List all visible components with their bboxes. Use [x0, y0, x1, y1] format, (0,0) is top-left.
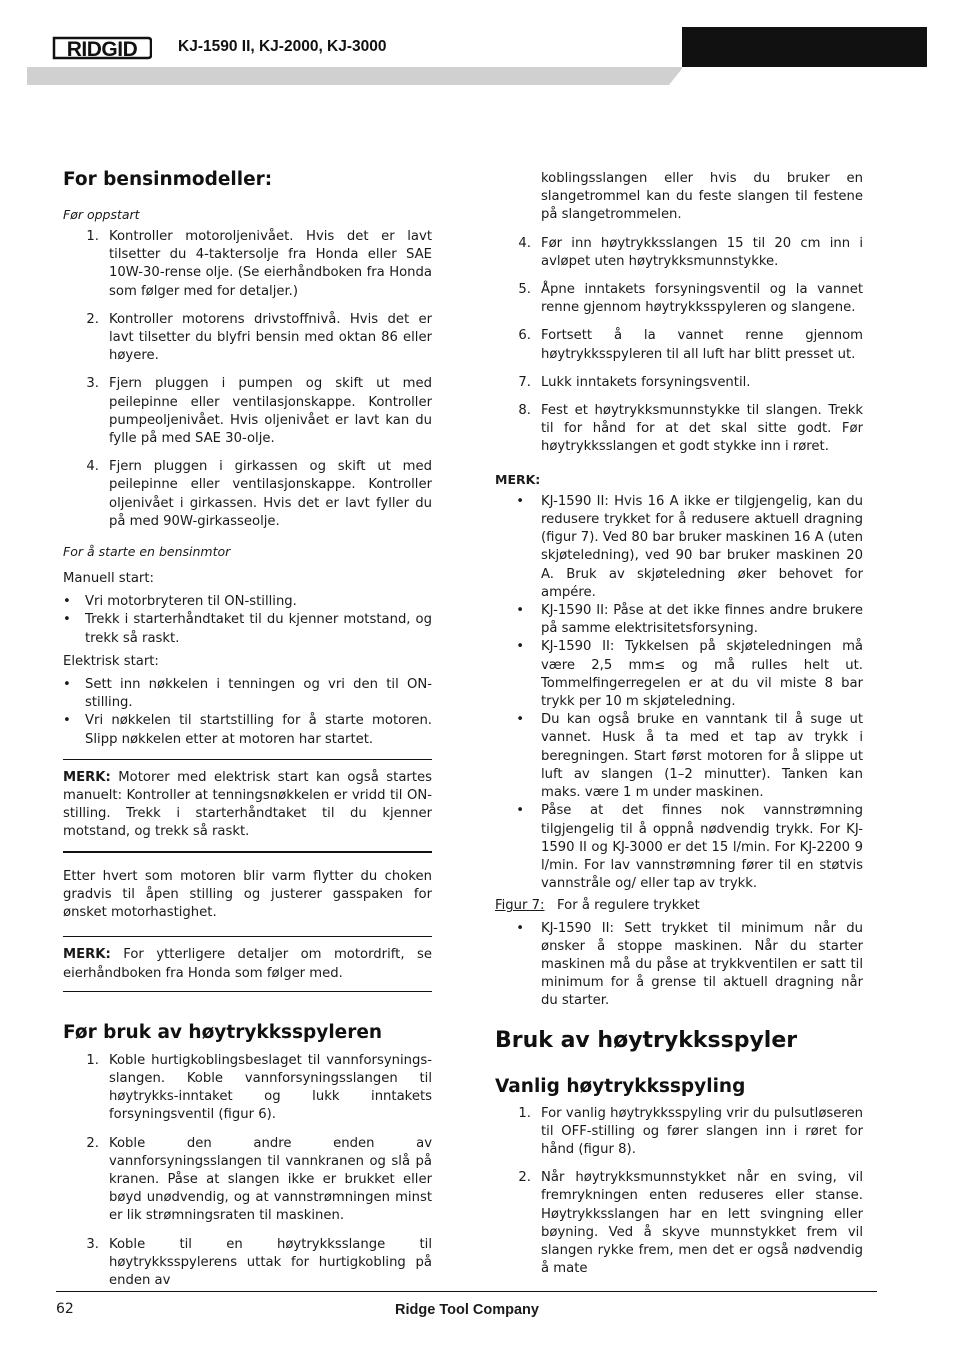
- step-number: 2.: [86, 311, 99, 327]
- figure-caption-text: For å regulere trykket: [557, 898, 700, 914]
- list-item: [495, 920, 863, 1011]
- manual-start-list: [63, 593, 432, 648]
- continued-paragraph: koblingsslangen eller hvis du bruker en slangetrommel kan du feste slangen til festene på slangetrommelen.: [541, 171, 863, 223]
- note-engine-details: [63, 946, 432, 982]
- page-number: 62: [56, 1301, 74, 1317]
- list-item: [495, 235, 863, 271]
- list-item: [495, 711, 863, 802]
- list-item: [63, 1236, 432, 1291]
- figure-caption: [495, 897, 863, 915]
- note-text: Motorer med elektrisk start kan også startes manuelt: Kontroller at tenningsnøkkelen er vridd til ON-stilling. Trekk i starterhåndtaket til du kjenner motstand, og trekk så raskt.: [63, 769, 432, 840]
- list-item-text: Vri motorbryteren til ON-stilling.: [85, 594, 297, 610]
- bullet: •: [63, 612, 71, 628]
- list-item-text: KJ-1590 II: Hvis 16 A ikke er tilgjengelig, kan du redusere trykket for å redusere aktuell dragning (figur 7). Ved 80 bar bruker maskinen 16 A (uten skjøteledning), ved 90 bar bruker maskinen 20 A. Bruk av skjøteledning øker behovet for ampére.: [541, 493, 863, 600]
- note-label: MERK:: [63, 947, 111, 963]
- list-item-text: Sett inn nøkkelen i tenningen og vri den til ON-stilling.: [85, 677, 432, 711]
- bullet: •: [63, 594, 71, 610]
- list-item-text: KJ-1590 II: Påse at det ikke finnes andre brukere på samme elektrisitetsforsyning.: [541, 603, 863, 637]
- step-number: 2.: [518, 1170, 531, 1186]
- step-number: 4.: [86, 459, 99, 475]
- list-item: [63, 676, 432, 712]
- bullet: •: [63, 713, 71, 729]
- bullet: •: [63, 677, 71, 693]
- list-item: [495, 281, 863, 317]
- bullet: •: [516, 603, 524, 619]
- flush-steps: [495, 235, 863, 457]
- ridgid-logo-text: RIDGID: [66, 38, 138, 61]
- list-item: [63, 228, 432, 301]
- step-text: Koble til en høytrykksslange til høytrykksspylerens uttak for hurtigkobling på enden av: [109, 1236, 432, 1288]
- note-electric-start: [63, 769, 432, 842]
- list-item: [63, 712, 432, 748]
- left-column: [63, 168, 432, 1290]
- list-item: [63, 593, 432, 611]
- header-black-block: [682, 27, 927, 67]
- step-number: 3.: [86, 376, 99, 392]
- list-item: [495, 493, 863, 602]
- step-text: Når høytrykksmunnstykket når en sving, vil fremrykningen enten reduseres eller stanse. Høytrykksslangen har en lett svingning eller bøyning. Ved å skyve munnstykket frem vil slangen rykke frem, men det er også nødvendig å mate: [541, 1170, 863, 1277]
- ridgid-logo: [52, 34, 152, 62]
- bullet: •: [516, 803, 524, 819]
- list-item: [63, 611, 432, 647]
- note-list: [495, 493, 863, 893]
- step-text: Før inn høytrykksslangen 15 til 20 cm inn i avløpet uten høytrykksmunnstykke.: [541, 235, 863, 269]
- list-item: [495, 638, 863, 711]
- divider: [63, 936, 432, 937]
- section-heading-gasoline: For bensinmodeller:: [63, 169, 273, 190]
- step-text: Kontroller motoroljenivået. Hvis det er lavt tilsetter du 4-taktersolje fra Honda eller SAE 10W-30-rense olje. (Se eierhåndboken fra Honda som følger med for detaljer.): [109, 229, 432, 299]
- bullet: •: [516, 920, 524, 936]
- list-item: [495, 1105, 863, 1160]
- list-item: [495, 1169, 863, 1278]
- step-number: 4.: [518, 235, 531, 251]
- step-text: Koble den andre enden av vannforsyningsslangen til vannkranen og slå på kranen. Påse at slangen ikke er brukket eller bøyd unødvendig, og at vannstrømningen minst er lik strømningsraten til maskinen.: [109, 1135, 432, 1224]
- divider: [63, 851, 432, 853]
- step-number: 1.: [86, 229, 99, 244]
- step-number: 5.: [518, 282, 531, 298]
- main-heading-usage: Bruk av høytrykksspyler: [495, 1027, 798, 1053]
- usage-steps: [495, 1105, 863, 1279]
- step-text: Fortsett å la vannet renne gjennom høytrykksspyleren til all luft har blitt presset ut.: [541, 328, 863, 362]
- step-number: 3.: [86, 1236, 99, 1252]
- list-item-text: KJ-1590 II: Tykkelsen på skjøteledningen må være 2,5 mm≤ og må rulles helt ut. Tommelfingerregelen er at du vil miste 8 bar trykk per 10 m skjøteledning.: [541, 639, 863, 710]
- divider: [63, 991, 432, 992]
- subheading-regular-flushing: Vanlig høytrykksspyling: [495, 1075, 746, 1097]
- figure-list: [495, 920, 863, 1011]
- list-item: [495, 602, 863, 638]
- list-item: [495, 374, 863, 392]
- step-number: 1.: [518, 1105, 531, 1121]
- list-item: [63, 1052, 432, 1125]
- note-label: MERK:: [63, 769, 111, 785]
- step-text: For vanlig høytrykksspyling vrir du pulsutløseren til OFF-stilling og fører slangen inn i røret for hånd (figur 8).: [541, 1105, 863, 1157]
- footer-company: Ridge Tool Company: [395, 1302, 539, 1318]
- list-item-text: KJ-1590 II: Sett trykket til minimum når du ønsker å stoppe maskinen. Når du starter maskinen må du påse at trykkventilen er satt til minimum for å grense til aktuell dragning når du starter.: [541, 920, 863, 1009]
- list-item-text: Påse at det finnes nok vannstrømning tilgjengelig til å oppnå nødvendig trykk. For KJ-1590 II og KJ-3000 er det 15 l/min. For KJ-2200 9 l/min. For lav vannstrømning fører til en støtvis vannstråle og/ eller tap av trykk.: [541, 803, 863, 892]
- step-number: 8.: [518, 403, 531, 419]
- bullet: •: [516, 639, 524, 655]
- list-item: [495, 402, 863, 457]
- manual-start-label: Manuell start:: [63, 571, 154, 587]
- section-heading-before-use: Før bruk av høytrykksspyleren: [63, 1021, 383, 1043]
- step-text: Lukk inntakets forsyningsventil.: [541, 374, 751, 390]
- step-number: 7.: [518, 374, 531, 390]
- choke-paragraph: Etter hvert som motoren blir varm flytter du choken gradvis til åpen stilling og justerer gasspaken for ønsket motorhastighet.: [63, 868, 432, 921]
- header-model-title: KJ-1590 II, KJ-2000, KJ-3000: [178, 38, 387, 55]
- step-number: 6.: [518, 328, 531, 344]
- list-item: [63, 375, 432, 448]
- step-text: Koble hurtigkoblingsbeslaget til vannforsynings-slangen. Koble vannforsyningsslangen til høytrykks-inntaket og lukk inntakets forsyningsventil (figur 6).: [109, 1052, 432, 1123]
- subheading-before-start: Før oppstart: [63, 207, 140, 222]
- note-label: MERK:: [495, 471, 541, 487]
- bullet: •: [516, 493, 524, 509]
- step-text: Kontroller motorens drivstoffnivå. Hvis det er lavt tilsetter du blyfri bensin med oktan 86 eller høyere.: [109, 311, 432, 364]
- divider: [63, 759, 432, 760]
- bullet: •: [516, 712, 524, 728]
- before-start-steps: [63, 228, 432, 531]
- step-number: 1.: [86, 1052, 99, 1068]
- list-item: [63, 458, 432, 531]
- right-column: [495, 170, 863, 1278]
- step-text: Fjern pluggen i girkassen og skift ut med peilepinne eller ventilasjonskappe. Kontroller oljenivået i girkassen. Hvis det er lavt fyller du på med 90W-girkasseolje.: [109, 459, 432, 529]
- list-item-text: Vri nøkkelen til startstilling for å starte motoren. Slipp nøkkelen etter at motoren har startet.: [85, 713, 432, 747]
- list-item: [63, 1135, 432, 1226]
- before-use-steps: [63, 1052, 432, 1290]
- figure-label: Figur 7:: [495, 898, 545, 914]
- footer-rule: [56, 1291, 877, 1292]
- subheading-to-start: For å starte en bensinmtor: [63, 544, 231, 560]
- electric-start-list: [63, 676, 432, 749]
- note-text: For ytterligere detaljer om motordrift, se eierhåndboken fra Honda som følger med.: [63, 947, 432, 981]
- step-text: Fjern pluggen i pumpen og skift ut med peilepinne eller ventilasjonskappe. Kontroller pumpeoljenivået. Hvis oljenivået er lavt kan du fylle på med SAE 30-olje.: [109, 376, 432, 447]
- step-number: 2.: [86, 1135, 99, 1151]
- list-item: [495, 802, 863, 893]
- step-text: Åpne inntakets forsyningsventil og la vannet renne gjennom høytrykksspyleren og slangene.: [541, 282, 863, 316]
- step-text: Fest et høytrykksmunnstykke til slangen. Trekk til for hånd for at det skal sitte godt. Før høytrykksslangen et godt stykke inn i røret.: [541, 403, 863, 455]
- list-item: [495, 327, 863, 363]
- list-item-text: Trekk i starterhåndtaket til du kjenner motstand, og trekk så raskt.: [85, 612, 432, 646]
- list-item: [63, 311, 432, 366]
- electric-start-label: Elektrisk start:: [63, 653, 159, 669]
- list-item-text: Du kan også bruke en vanntank til å suge ut vannet. Husk å ta med et tap av trykk i beregningen. Start først motoren for å slippe ut luft av slangen (1–2 minutter). Tanken kan maks. være 1 m under maskinen.: [541, 712, 863, 801]
